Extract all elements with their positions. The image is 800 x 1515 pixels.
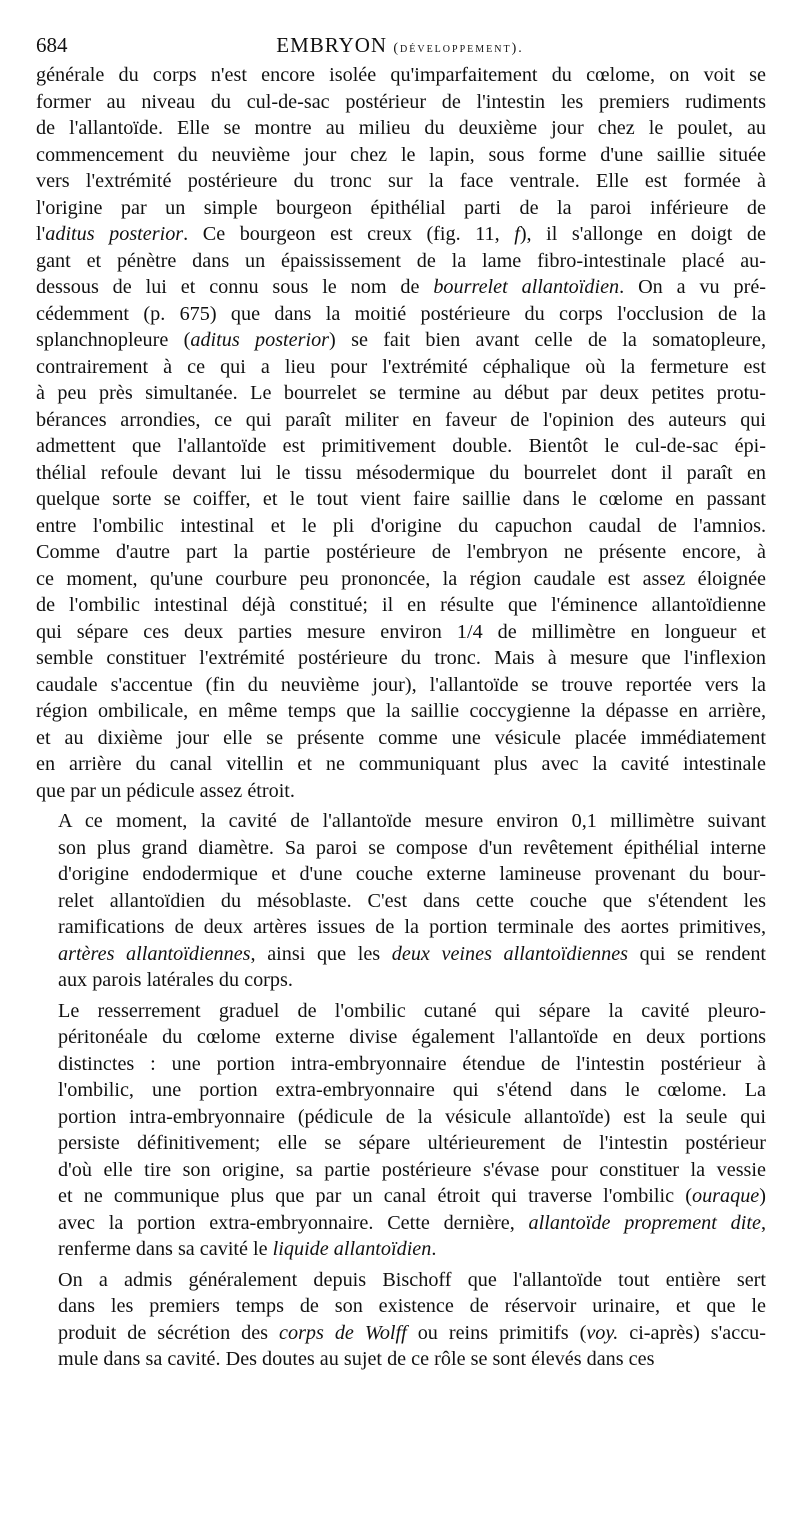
text-line: distinctes : une portion intra-embryonnaire étendue de l'intestin postérieur à bbox=[58, 1052, 766, 1075]
body-text bbox=[36, 62, 766, 1373]
text-line: vers l'extrémité postérieure du tronc sur la face ventrale. Elle est formée à bbox=[36, 170, 766, 192]
text-line: On a admis généralement depuis Bischoff que l'allantoïde tout entière sert bbox=[58, 1268, 766, 1291]
text-line: région ombilicale, en même temps que la saillie coccygienne la dépasse en arrière, bbox=[36, 700, 766, 722]
page-number: 684 bbox=[36, 33, 68, 57]
text-line: générale du corps n'est encore isolée qu'imparfaitement du cœlome, on voit se bbox=[36, 64, 766, 86]
text-line: l'origine par un simple bourgeon épithélial parti de la paroi inférieure de bbox=[36, 196, 766, 219]
text-line: admettent que l'allantoïde est primitivement double. Bientôt le cul-de-sac épi- bbox=[36, 435, 766, 457]
text-line: gant et pénètre dans un épaississement de la lame fibro-intestinale placé au- bbox=[36, 249, 766, 272]
text-line: portion intra-embryonnaire (pédicule de la vésicule allantoïde) est la seule qui bbox=[58, 1105, 766, 1128]
text-line: cédemment (p. 675) que dans la moitié postérieure du corps l'occlusion de la bbox=[36, 302, 766, 325]
text-line: semble constituer l'extrémité postérieure du tronc. Mais à mesure que l'inflexion bbox=[36, 647, 766, 669]
running-title-subtitle: (développement). bbox=[393, 41, 524, 56]
text-line: entre l'ombilic intestinal et le pli d'origine du capuchon caudal de l'amnios. bbox=[36, 514, 766, 537]
text-line: produit de sécrétion des corps de Wolff ou reins primitifs (voy. ci-après) s'accu- bbox=[58, 1321, 766, 1344]
text-line: que par un pédicule assez étroit. bbox=[36, 779, 295, 802]
text-line: à peu près simultanée. Le bourrelet se termine au début par deux petites protu- bbox=[36, 382, 766, 404]
text-line: commencement du neuvième jour chez le lapin, sous forme d'une saillie située bbox=[36, 143, 766, 166]
paragraph-1 bbox=[36, 62, 766, 804]
text-line: en arrière du canal vitellin et ne communiquant plus avec la cavité intestinale bbox=[36, 753, 766, 775]
text-line: artères allantoïdiennes, ainsi que les deux veines allantoïdiennes qui se rendent bbox=[58, 942, 767, 965]
text-line: quelque sorte se coiffer, et le tout vient faire saillie dans le cœlome en passant bbox=[36, 488, 766, 510]
text-line: Comme d'autre part la partie postérieure de l'embryon ne présente encore, à bbox=[36, 541, 766, 563]
text-line: caudale s'accentue (fin du neuvième jour), l'allantoïde se trouve reportée vers la bbox=[36, 673, 766, 696]
text-line: relet allantoïdien du mésoblaste. C'est dans cette couche que s'étendent les bbox=[58, 889, 766, 912]
text-line: de l'ombilic intestinal déjà constitué; il en résulte que l'éminence allantoïdienne bbox=[36, 594, 766, 616]
text-line: former au niveau du cul-de-sac postérieur de l'intestin les premiers rudiments bbox=[36, 90, 766, 113]
running-title-main: EMBRYON bbox=[276, 33, 388, 57]
text-line: splanchnopleure (aditus posterior) se fait bien avant celle de la somatopleure, bbox=[36, 329, 766, 351]
text-line: et au dixième jour elle se présente comme une vésicule placée immédiatement bbox=[36, 726, 766, 749]
running-title bbox=[36, 30, 764, 64]
text-line: aux parois latérales du corps. bbox=[58, 969, 293, 991]
text-line: A ce moment, la cavité de l'allantoïde mesure environ 0,1 millimètre suivant bbox=[58, 810, 766, 832]
text-line: avec la portion extra-embryonnaire. Cette dernière, allantoïde proprement dite, bbox=[58, 1211, 766, 1234]
paragraph-3 bbox=[36, 998, 766, 1263]
text-line: et ne communique plus que par un canal étroit qui traverse l'ombilic (ouraque) bbox=[58, 1185, 766, 1207]
text-line: persiste définitivement; elle se sépare ultérieurement de l'intestin postérieur bbox=[58, 1132, 766, 1154]
text-line: ramifications de deux artères issues de la portion terminale des aortes primitives, bbox=[58, 916, 766, 938]
text-line: Le resserrement graduel de l'ombilic cutané qui sépare la cavité pleuro- bbox=[58, 999, 766, 1022]
running-header bbox=[36, 30, 764, 60]
text-line: ce moment, qu'une courbure peu prononcée, la région caudale est assez éloignée bbox=[36, 567, 766, 590]
text-line: dans les premiers temps de son existence de réservoir urinaire, et que le bbox=[58, 1295, 766, 1317]
text-line: d'origine endodermique et d'une couche externe lamineuse provenant du bour- bbox=[58, 863, 766, 885]
text-line: qui sépare ces deux parties mesure environ 1/4 de millimètre en longueur et bbox=[36, 620, 766, 643]
text-line: bérances arrondies, ce qui paraît militer en faveur de l'opinion des auteurs qui bbox=[36, 408, 766, 431]
text-line: péritonéale du cœlome externe divise également l'allantoïde en deux portions bbox=[58, 1026, 766, 1048]
text-line: contrairement à ce qui a lieu pour l'extrémité céphalique où la fermeture est bbox=[36, 355, 766, 378]
text-line: d'où elle tire son origine, sa partie postérieure s'évase pour constituer la vessie bbox=[58, 1158, 766, 1181]
text-line: l'aditus posterior. Ce bourgeon est creux (fig. 11, f), il s'allonge en doigt de bbox=[36, 223, 766, 245]
text-line: l'ombilic, une portion extra-embryonnaire qui s'étend dans le cœlome. La bbox=[58, 1079, 766, 1101]
text-line: thélial refoule devant lui le tissu mésodermique du bourrelet dont il paraît en bbox=[36, 461, 766, 484]
paragraph-4 bbox=[36, 1267, 766, 1373]
text-line: de l'allantoïde. Elle se montre au milieu du deuxième jour chez le poulet, au bbox=[36, 117, 766, 139]
text-line: dessous de lui et connu sous le nom de bourrelet allantoïdien. On a vu pré- bbox=[36, 276, 767, 298]
text-line: son plus grand diamètre. Sa paroi se compose d'un revêtement épithélial interne bbox=[58, 836, 766, 859]
text-line: renferme dans sa cavité le liquide allantoïdien. bbox=[58, 1238, 437, 1260]
text-line: mule dans sa cavité. Des doutes au sujet de ce rôle se sont élevés dans ces bbox=[58, 1348, 655, 1370]
paragraph-2 bbox=[36, 808, 766, 994]
